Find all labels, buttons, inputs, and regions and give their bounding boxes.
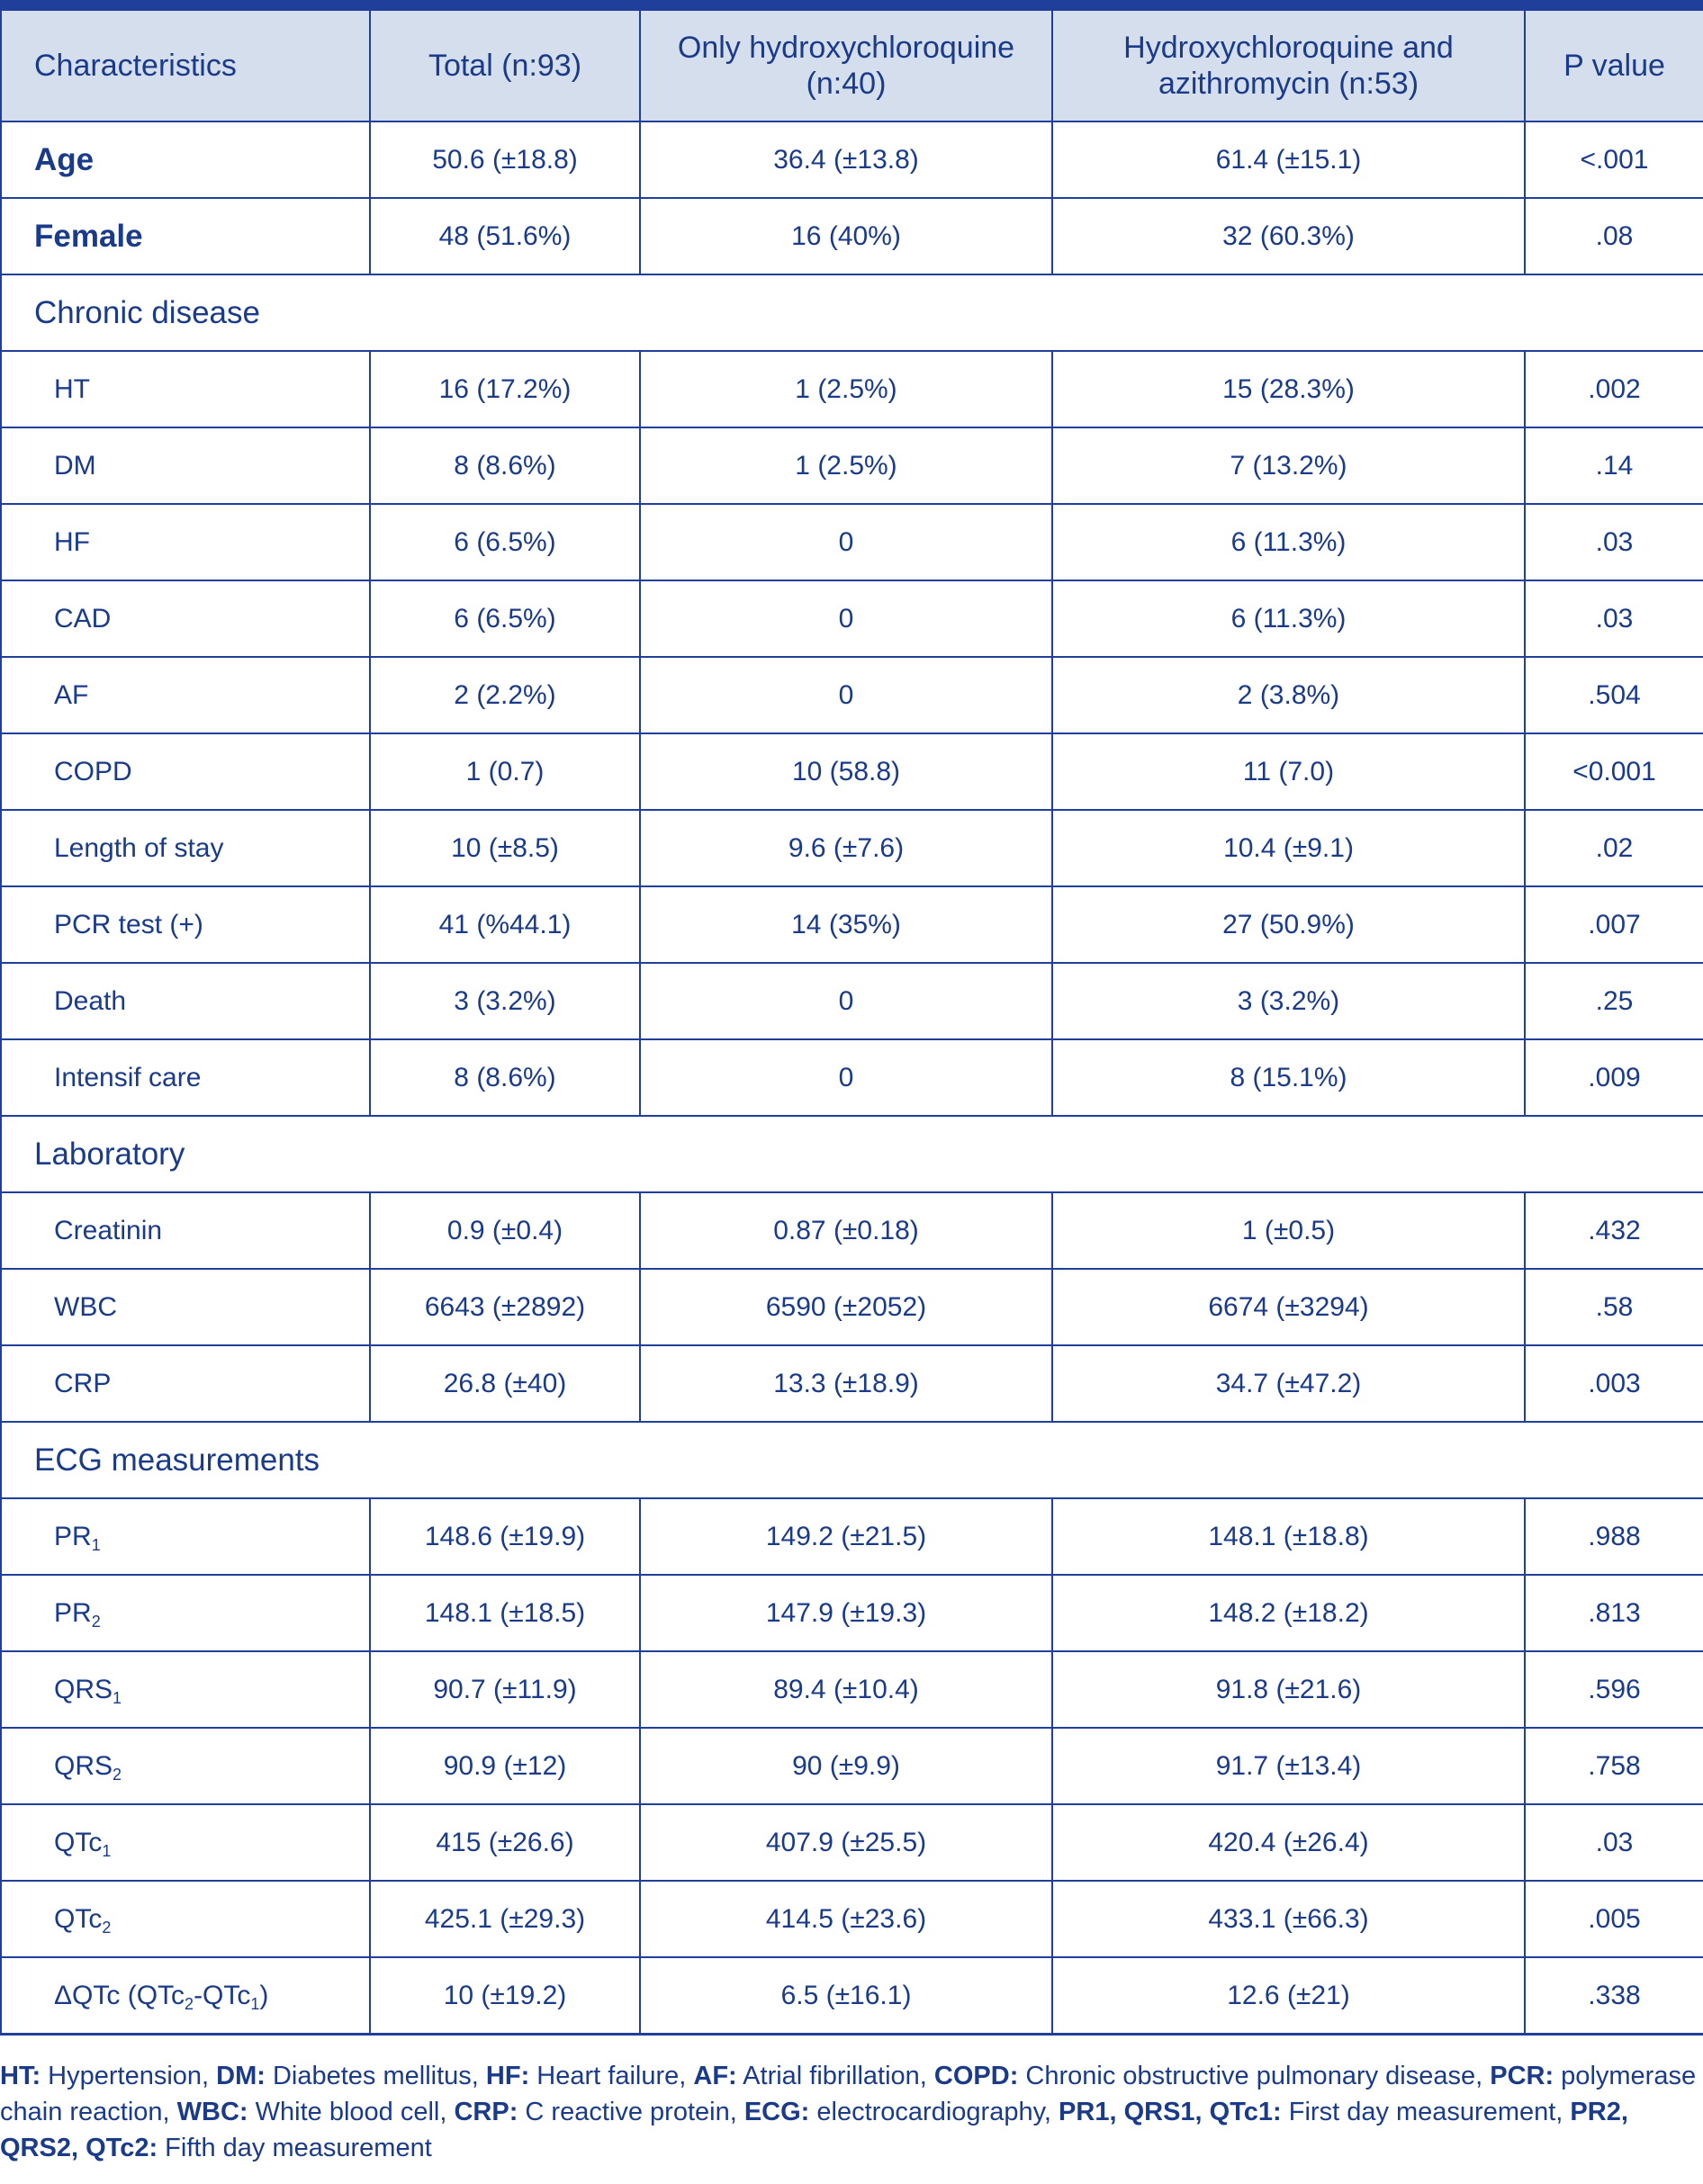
header-hcq-azi-line1: Hydroxychloroquine and xyxy=(1123,31,1454,65)
cell-total: 48 (51.6%) xyxy=(370,198,640,274)
section-row-ecg xyxy=(1,1422,1703,1498)
cell-hcq: 14 (35%) xyxy=(640,886,1052,963)
cell-p: .338 xyxy=(1525,1957,1703,2035)
row-label xyxy=(1,1881,370,1957)
footnote-text: polymerase chain reaction, xyxy=(0,2062,1697,2126)
cell-p: .504 xyxy=(1525,657,1703,733)
cell-total: 415 (±26.6) xyxy=(370,1804,640,1881)
label-text: PR xyxy=(54,1521,92,1551)
footnote-abbr: CRP: xyxy=(454,2098,518,2126)
header-characteristics: Characteristics xyxy=(1,11,370,121)
cell-total: 2 (2.2%) xyxy=(370,657,640,733)
label-text: QRS xyxy=(54,1750,113,1781)
cell-hcq: 0 xyxy=(640,504,1052,580)
footnote-text: Chronic obstructive pulmonary disease, xyxy=(1018,2062,1491,2090)
cell-hcq-azi: 148.1 (±18.8) xyxy=(1052,1498,1525,1575)
footnote-abbr: HT: xyxy=(0,2062,41,2090)
cell-p: <.001 xyxy=(1525,121,1703,198)
footnote-text: Hypertension, xyxy=(41,2062,217,2090)
cell-total: 10 (±8.5) xyxy=(370,810,640,886)
cell-p: .25 xyxy=(1525,963,1703,1039)
table-row xyxy=(1,1039,1703,1116)
section-row-chronic-disease xyxy=(1,274,1703,351)
cell-p: .988 xyxy=(1525,1498,1703,1575)
table-row xyxy=(1,810,1703,886)
table-row xyxy=(1,427,1703,504)
label-subscript: 1 xyxy=(102,1841,112,1860)
cell-hcq-azi: 15 (28.3%) xyxy=(1052,351,1525,427)
cell-total: 8 (8.6%) xyxy=(370,427,640,504)
cell-hcq-azi: 10.4 (±9.1) xyxy=(1052,810,1525,886)
table-row xyxy=(1,1728,1703,1804)
cell-hcq-azi: 2 (3.8%) xyxy=(1052,657,1525,733)
label-text: PR xyxy=(54,1597,92,1628)
footnote-text: C reactive protein, xyxy=(518,2098,744,2126)
cell-total: 6 (6.5%) xyxy=(370,580,640,657)
row-label: DM xyxy=(1,427,370,504)
cell-total: 50.6 (±18.8) xyxy=(370,121,640,198)
cell-p: .003 xyxy=(1525,1345,1703,1422)
cell-p: .08 xyxy=(1525,198,1703,274)
cell-total: 90.7 (±11.9) xyxy=(370,1651,640,1728)
cell-hcq: 13.3 (±18.9) xyxy=(640,1345,1052,1422)
footnote-abbr: PR1, QRS1, QTc1: xyxy=(1059,2098,1282,2126)
footnote xyxy=(0,2058,1703,2166)
table-row xyxy=(1,657,1703,733)
cell-hcq-azi: 3 (3.2%) xyxy=(1052,963,1525,1039)
cell-p: .432 xyxy=(1525,1192,1703,1269)
footnote-text: Diabetes mellitus, xyxy=(265,2062,486,2090)
label-subscript: 1 xyxy=(113,1688,122,1707)
table-row xyxy=(1,1498,1703,1575)
table-row xyxy=(1,1881,1703,1957)
footnote-text: White blood cell, xyxy=(248,2098,455,2126)
cell-hcq: 1 (2.5%) xyxy=(640,351,1052,427)
row-label: Death xyxy=(1,963,370,1039)
section-label: Chronic disease xyxy=(1,274,1703,351)
cell-p: .02 xyxy=(1525,810,1703,886)
cell-total: 90.9 (±12) xyxy=(370,1728,640,1804)
cell-total: 10 (±19.2) xyxy=(370,1957,640,2035)
cell-p: .03 xyxy=(1525,504,1703,580)
cell-hcq: 149.2 (±21.5) xyxy=(640,1498,1052,1575)
cell-hcq: 0 xyxy=(640,580,1052,657)
footnote-abbr: PCR: xyxy=(1490,2062,1554,2090)
row-label: Age xyxy=(1,121,370,198)
cell-total: 26.8 (±40) xyxy=(370,1345,640,1422)
row-label xyxy=(1,1728,370,1804)
header-hcq-azi-line2: azithromycin (n:53) xyxy=(1158,67,1419,101)
row-label: COPD xyxy=(1,733,370,810)
cell-p: .58 xyxy=(1525,1269,1703,1345)
table-row xyxy=(1,1957,1703,2035)
cell-p: <0.001 xyxy=(1525,733,1703,810)
cell-p: .813 xyxy=(1525,1575,1703,1651)
header-hcq-azi xyxy=(1052,11,1525,121)
cell-total: 16 (17.2%) xyxy=(370,351,640,427)
cell-total: 0.9 (±0.4) xyxy=(370,1192,640,1269)
cell-total: 425.1 (±29.3) xyxy=(370,1881,640,1957)
row-label xyxy=(1,1575,370,1651)
header-total: Total (n:93) xyxy=(370,11,640,121)
cell-hcq-azi: 433.1 (±66.3) xyxy=(1052,1881,1525,1957)
label-text: ) xyxy=(259,1980,269,2010)
footnote-text: First day measurement, xyxy=(1281,2098,1571,2126)
row-label: HT xyxy=(1,351,370,427)
cell-p: .002 xyxy=(1525,351,1703,427)
label-subscript: 2 xyxy=(91,1612,101,1631)
cell-hcq-azi: 27 (50.9%) xyxy=(1052,886,1525,963)
cell-hcq: 0 xyxy=(640,1039,1052,1116)
cell-hcq: 16 (40%) xyxy=(640,198,1052,274)
cell-p: .758 xyxy=(1525,1728,1703,1804)
cell-hcq-azi: 12.6 (±21) xyxy=(1052,1957,1525,2035)
cell-hcq: 414.5 (±23.6) xyxy=(640,1881,1052,1957)
row-label: PCR test (+) xyxy=(1,886,370,963)
cell-hcq: 0 xyxy=(640,657,1052,733)
table-row xyxy=(1,121,1703,198)
row-label xyxy=(1,1804,370,1881)
header-p-value: P value xyxy=(1525,11,1703,121)
cell-hcq-azi: 32 (60.3%) xyxy=(1052,198,1525,274)
characteristics-table xyxy=(0,11,1703,2036)
cell-hcq-azi: 91.8 (±21.6) xyxy=(1052,1651,1525,1728)
label-subscript: 2 xyxy=(113,1765,122,1784)
row-label: Length of stay xyxy=(1,810,370,886)
cell-hcq-azi: 1 (±0.5) xyxy=(1052,1192,1525,1269)
cell-hcq-azi: 420.4 (±26.4) xyxy=(1052,1804,1525,1881)
section-label: ECG measurements xyxy=(1,1422,1703,1498)
cell-hcq: 6.5 (±16.1) xyxy=(640,1957,1052,2035)
footnote-text: Fifth day measurement xyxy=(158,2134,432,2162)
cell-p: .009 xyxy=(1525,1039,1703,1116)
label-subscript: 1 xyxy=(250,1994,260,2013)
cell-total: 148.6 (±19.9) xyxy=(370,1498,640,1575)
table-row xyxy=(1,504,1703,580)
footnote-abbr: PR2, QRS2, QTc2: xyxy=(0,2098,1628,2162)
table-row xyxy=(1,1269,1703,1345)
cell-hcq-azi: 11 (7.0) xyxy=(1052,733,1525,810)
cell-total: 1 (0.7) xyxy=(370,733,640,810)
row-label: WBC xyxy=(1,1269,370,1345)
cell-hcq-azi: 148.2 (±18.2) xyxy=(1052,1575,1525,1651)
row-label: Female xyxy=(1,198,370,274)
cell-total: 148.1 (±18.5) xyxy=(370,1575,640,1651)
row-label: AF xyxy=(1,657,370,733)
cell-hcq-azi: 6 (11.3%) xyxy=(1052,580,1525,657)
cell-p: .03 xyxy=(1525,580,1703,657)
cell-hcq: 9.6 (±7.6) xyxy=(640,810,1052,886)
label-text: ΔQTc (QTc xyxy=(54,1980,185,2010)
table-row xyxy=(1,1192,1703,1269)
cell-hcq: 0 xyxy=(640,963,1052,1039)
header-row xyxy=(1,11,1703,121)
header-only-hcq-line2: (n:40) xyxy=(806,67,887,101)
cell-hcq-azi: 6 (11.3%) xyxy=(1052,504,1525,580)
footnote-abbr: DM: xyxy=(216,2062,266,2090)
label-subscript: 2 xyxy=(102,1918,112,1937)
footnote-abbr: COPD: xyxy=(933,2062,1019,2090)
cell-p: .007 xyxy=(1525,886,1703,963)
footnote-abbr: HF: xyxy=(485,2062,530,2090)
cell-hcq-azi: 34.7 (±47.2) xyxy=(1052,1345,1525,1422)
cell-total: 8 (8.6%) xyxy=(370,1039,640,1116)
header-only-hcq-line1: Only hydroxychloroquine xyxy=(677,31,1015,65)
cell-hcq-azi: 8 (15.1%) xyxy=(1052,1039,1525,1116)
cell-p: .03 xyxy=(1525,1804,1703,1881)
cell-hcq: 90 (±9.9) xyxy=(640,1728,1052,1804)
cell-hcq-azi: 91.7 (±13.4) xyxy=(1052,1728,1525,1804)
cell-p: .596 xyxy=(1525,1651,1703,1728)
table-row xyxy=(1,886,1703,963)
table-row xyxy=(1,1575,1703,1651)
section-label: Laboratory xyxy=(1,1116,1703,1192)
footnote-abbr: WBC: xyxy=(176,2098,248,2126)
cell-hcq-azi: 7 (13.2%) xyxy=(1052,427,1525,504)
row-label xyxy=(1,1651,370,1728)
cell-hcq: 89.4 (±10.4) xyxy=(640,1651,1052,1728)
row-label xyxy=(1,1957,370,2035)
cell-total: 3 (3.2%) xyxy=(370,963,640,1039)
cell-hcq: 1 (2.5%) xyxy=(640,427,1052,504)
label-text: -QTc xyxy=(194,1980,251,2010)
table-row xyxy=(1,1804,1703,1881)
table-row xyxy=(1,580,1703,657)
cell-p: .005 xyxy=(1525,1881,1703,1957)
cell-p: .14 xyxy=(1525,427,1703,504)
table-top-rule xyxy=(0,0,1703,11)
table-row xyxy=(1,963,1703,1039)
cell-total: 41 (%44.1) xyxy=(370,886,640,963)
cell-hcq-azi: 6674 (±3294) xyxy=(1052,1269,1525,1345)
table-row xyxy=(1,198,1703,274)
table-row xyxy=(1,1345,1703,1422)
row-label: CAD xyxy=(1,580,370,657)
row-label: HF xyxy=(1,504,370,580)
row-label xyxy=(1,1498,370,1575)
row-label: CRP xyxy=(1,1345,370,1422)
section-row-laboratory xyxy=(1,1116,1703,1192)
label-text: QTc xyxy=(54,1827,103,1857)
cell-total: 6 (6.5%) xyxy=(370,504,640,580)
table-row xyxy=(1,351,1703,427)
label-text: QRS xyxy=(54,1674,113,1704)
footnote-abbr: ECG: xyxy=(743,2098,810,2126)
cell-hcq: 36.4 (±13.8) xyxy=(640,121,1052,198)
cell-hcq: 0.87 (±0.18) xyxy=(640,1192,1052,1269)
cell-hcq: 407.9 (±25.5) xyxy=(640,1804,1052,1881)
cell-hcq: 10 (58.8) xyxy=(640,733,1052,810)
header-only-hcq xyxy=(640,11,1052,121)
table-row xyxy=(1,1651,1703,1728)
cell-hcq: 147.9 (±19.3) xyxy=(640,1575,1052,1651)
label-text: QTc xyxy=(54,1903,103,1934)
table-row xyxy=(1,733,1703,810)
label-subscript: 2 xyxy=(185,1994,194,2013)
cell-hcq-azi: 61.4 (±15.1) xyxy=(1052,121,1525,198)
footnote-text: electrocardiography, xyxy=(809,2098,1059,2126)
footnote-abbr: AF: xyxy=(693,2062,737,2090)
row-label: Creatinin xyxy=(1,1192,370,1269)
cell-total: 6643 (±2892) xyxy=(370,1269,640,1345)
label-subscript: 1 xyxy=(91,1535,101,1554)
footnote-text: Heart failure, xyxy=(529,2062,694,2090)
footnote-text: Atrial fibrillation, xyxy=(736,2062,934,2090)
row-label: Intensif care xyxy=(1,1039,370,1116)
cell-hcq: 6590 (±2052) xyxy=(640,1269,1052,1345)
